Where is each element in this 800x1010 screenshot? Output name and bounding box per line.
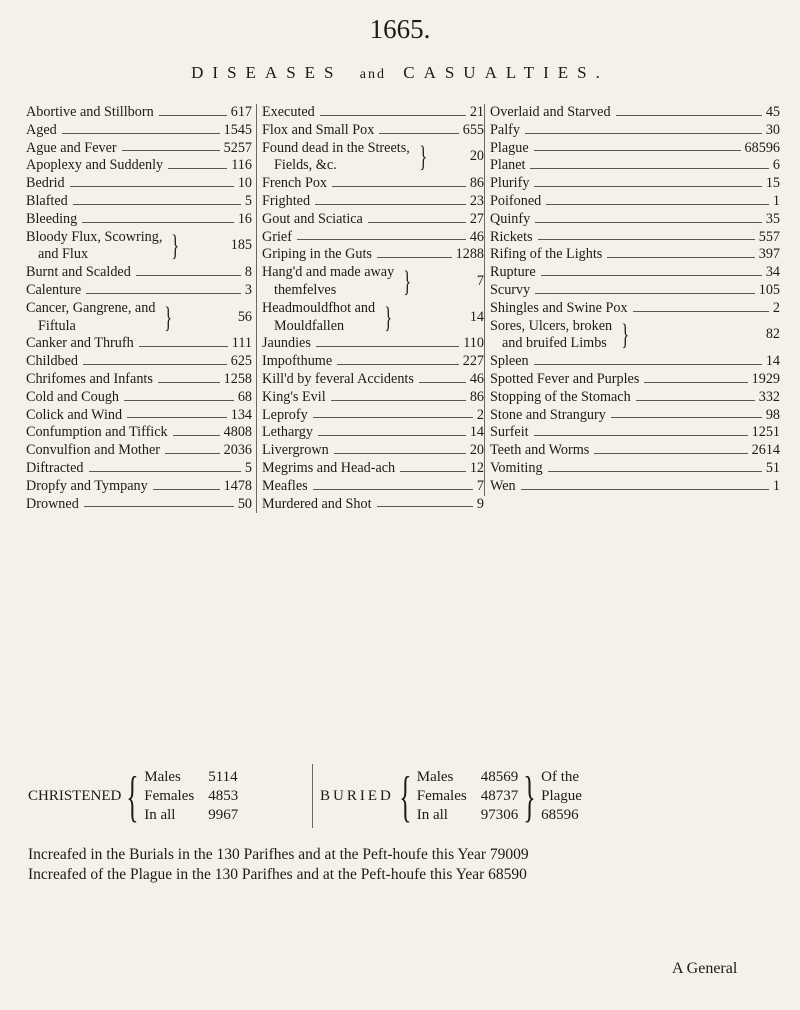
leader-rule bbox=[89, 471, 241, 472]
brace: } bbox=[419, 140, 427, 174]
entry-label: Burnt and Scalded bbox=[26, 264, 131, 281]
entry-label: Cold and Cough bbox=[26, 388, 120, 405]
entry-bleeding bbox=[26, 211, 252, 229]
entry-apoplexy-and-suddenly bbox=[26, 157, 252, 175]
leader-rule bbox=[636, 400, 755, 401]
entry-hang-d-and-made-away bbox=[262, 264, 484, 300]
entry-label: Meafles bbox=[262, 477, 308, 494]
entry-value: 98 bbox=[765, 406, 780, 423]
christened-label: CHRISTENED bbox=[28, 788, 122, 804]
entry-burnt-and-scalded bbox=[26, 264, 252, 282]
entry-value: 1 bbox=[772, 192, 780, 209]
entry-kill-d-by-feveral-accidents bbox=[262, 371, 484, 389]
entry-value: 1 bbox=[772, 477, 780, 494]
leader-rule bbox=[70, 186, 234, 187]
entry-value: 14 bbox=[469, 308, 484, 325]
leader-rule bbox=[616, 115, 762, 116]
page-heading bbox=[0, 63, 800, 83]
leader-rule bbox=[400, 471, 466, 472]
entry-value: 227 bbox=[462, 353, 484, 370]
entry-label: Surfeit bbox=[490, 424, 529, 441]
leader-rule bbox=[139, 346, 228, 347]
entry-label: Rickets bbox=[490, 228, 533, 245]
leader-rule bbox=[633, 311, 769, 312]
entry-value: 82 bbox=[765, 326, 780, 343]
entry-label: Stopping of the Stomach bbox=[490, 388, 631, 405]
buried-labels bbox=[417, 768, 467, 825]
entry-wen bbox=[490, 478, 780, 496]
entry-convulfion-and-mother bbox=[26, 442, 252, 460]
entry-label: Blafted bbox=[26, 192, 68, 209]
entry-canker-and-thrufh bbox=[26, 335, 252, 353]
entry-blafted bbox=[26, 193, 252, 211]
leader-rule bbox=[379, 133, 458, 134]
entry-value: 86 bbox=[469, 175, 484, 192]
entry-label: Jaundies bbox=[262, 335, 311, 352]
entry-bloody-flux-scowring bbox=[26, 229, 252, 265]
entry-value: 5257 bbox=[223, 139, 252, 156]
entry-value: 8 bbox=[244, 264, 252, 281]
entry-label: French Pox bbox=[262, 175, 328, 192]
entry-frighted bbox=[262, 193, 484, 211]
entry-label: Griping in the Guts bbox=[262, 246, 372, 263]
entry-label: Plurify bbox=[490, 175, 530, 192]
entry-value: 46 bbox=[469, 370, 484, 387]
entry-label-line: Headmouldfhot and bbox=[262, 299, 376, 316]
entry-rifing-of-the-lights bbox=[490, 246, 780, 264]
leader-rule bbox=[127, 417, 227, 418]
leader-rule bbox=[538, 239, 755, 240]
entry-poifoned bbox=[490, 193, 780, 211]
entry-palfy bbox=[490, 122, 780, 140]
entry-confumption-and-tiffick bbox=[26, 424, 252, 442]
entry-label: Vomiting bbox=[490, 459, 543, 476]
leader-rule bbox=[535, 222, 762, 223]
leader-rule bbox=[534, 364, 762, 365]
christened-values bbox=[208, 768, 238, 825]
leader-rule bbox=[611, 417, 762, 418]
leader-rule bbox=[368, 222, 466, 223]
entry-plague bbox=[490, 140, 780, 158]
entry-spotted-fever-and-purples bbox=[490, 371, 780, 389]
christened-females-label: Females bbox=[144, 788, 195, 804]
leader-rule bbox=[313, 417, 473, 418]
entry-planet bbox=[490, 157, 780, 175]
entry-value: 23 bbox=[469, 192, 484, 209]
brace: } bbox=[171, 229, 180, 263]
leader-rule bbox=[313, 489, 473, 490]
entry-label-line: and Flux bbox=[38, 246, 89, 263]
entry-label: Canker and Thrufh bbox=[26, 335, 134, 352]
entry-label: Rupture bbox=[490, 264, 536, 281]
entry-stopping-of-the-stomach bbox=[490, 389, 780, 407]
entry-quinfy bbox=[490, 211, 780, 229]
entry-jaundies bbox=[262, 335, 484, 353]
summary-line-1: Increafed in the Burials in the 130 Parifhes and at the Peft-houfe this Year 79009 bbox=[28, 846, 529, 863]
entry-shingles-and-swine-pox bbox=[490, 300, 780, 318]
entry-label: King's Evil bbox=[262, 388, 326, 405]
entry-label: Childbed bbox=[26, 353, 79, 370]
leader-rule bbox=[82, 222, 234, 223]
entry-overlaid-and-starved bbox=[490, 104, 780, 122]
entry-value: 617 bbox=[230, 104, 252, 120]
entry-value: 1929 bbox=[751, 370, 780, 387]
entry-label-line: Cancer, Gangrene, and bbox=[26, 299, 156, 316]
entry-surfeit bbox=[490, 424, 780, 442]
buried-brace: { bbox=[399, 765, 412, 828]
entry-murdered-and-shot bbox=[262, 496, 484, 514]
entry-value: 68596 bbox=[744, 139, 780, 156]
entry-value: 2036 bbox=[223, 442, 252, 459]
entry-label-lines bbox=[26, 300, 155, 336]
entry-scurvy bbox=[490, 282, 780, 300]
leader-rule bbox=[541, 275, 762, 276]
entry-megrims-and-head-ach bbox=[262, 460, 484, 478]
leader-rule bbox=[122, 150, 220, 151]
entry-label: Shingles and Swine Pox bbox=[490, 299, 628, 316]
buried-values bbox=[481, 768, 519, 825]
leader-rule bbox=[297, 239, 466, 240]
entry-label: Megrims and Head-ach bbox=[262, 459, 396, 476]
entry-label: Convulfion and Mother bbox=[26, 442, 160, 459]
buried-all-value: 97306 bbox=[480, 807, 519, 823]
brace: } bbox=[403, 264, 412, 298]
buried-males-value: 48569 bbox=[480, 769, 519, 785]
entry-value: 50 bbox=[237, 495, 252, 512]
entry-label: Scurvy bbox=[490, 281, 531, 298]
christened-block bbox=[28, 765, 239, 828]
leader-rule bbox=[332, 186, 466, 187]
entry-value: 397 bbox=[758, 246, 780, 263]
entry-value: 134 bbox=[230, 406, 252, 423]
entry-label: Flox and Small Pox bbox=[262, 121, 375, 138]
entry-label: Diftracted bbox=[26, 459, 84, 476]
entry-value: 5 bbox=[244, 192, 252, 209]
entry-label: Livergrown bbox=[262, 442, 329, 459]
leader-rule bbox=[377, 257, 452, 258]
entry-bedrid bbox=[26, 175, 252, 193]
entry-value: 86 bbox=[469, 388, 484, 405]
leader-rule bbox=[124, 400, 234, 401]
leader-rule bbox=[315, 204, 466, 205]
entry-value: 185 bbox=[230, 237, 252, 254]
entry-label-line: Bloody Flux, Scowring, bbox=[26, 228, 163, 245]
entry-label-line: Found dead in the Streets, bbox=[262, 139, 410, 156]
entry-plurify bbox=[490, 175, 780, 193]
entry-value: 111 bbox=[231, 335, 252, 352]
entry-value: 7 bbox=[476, 273, 484, 290]
heading-casualties: CASUALTIES. bbox=[403, 63, 609, 82]
entry-value: 5 bbox=[244, 459, 252, 476]
entry-value: 3 bbox=[244, 281, 252, 298]
leader-rule bbox=[535, 293, 755, 294]
entry-value: 46 bbox=[469, 228, 484, 245]
entry-value: 20 bbox=[469, 148, 484, 165]
entry-label: Calenture bbox=[26, 281, 82, 298]
entry-label: Bedrid bbox=[26, 175, 65, 192]
entry-value: 2 bbox=[772, 299, 780, 316]
entry-cold-and-cough bbox=[26, 389, 252, 407]
entry-value: 4808 bbox=[223, 424, 252, 441]
entry-label: Wen bbox=[490, 477, 516, 494]
entry-label-lines bbox=[262, 140, 410, 176]
entry-value: 1251 bbox=[751, 424, 780, 441]
entry-value: 20 bbox=[469, 442, 484, 459]
entry-grief bbox=[262, 229, 484, 247]
leader-rule bbox=[136, 275, 241, 276]
entry-value: 1545 bbox=[223, 121, 252, 138]
entry-value: 10 bbox=[237, 175, 252, 192]
entry-spleen bbox=[490, 353, 780, 371]
buried-females-value: 48737 bbox=[480, 788, 519, 804]
entry-chrifomes-and-infants bbox=[26, 371, 252, 389]
entry-label: Confumption and Tiffick bbox=[26, 424, 168, 441]
entry-value: 14 bbox=[469, 424, 484, 441]
entry-value: 16 bbox=[237, 210, 252, 227]
entry-value: 51 bbox=[765, 459, 780, 476]
entry-value: 68 bbox=[237, 388, 252, 405]
leader-rule bbox=[316, 346, 459, 347]
entry-label-line: Fiftula bbox=[38, 317, 76, 334]
buried-block bbox=[320, 765, 582, 828]
brace: } bbox=[621, 318, 630, 352]
page-year: 1665. bbox=[369, 14, 431, 44]
entry-childbed bbox=[26, 353, 252, 371]
entry-impofthume bbox=[262, 353, 484, 371]
brace: } bbox=[384, 300, 393, 334]
entry-value: 332 bbox=[758, 388, 780, 405]
christened-females-value: 4853 bbox=[208, 788, 239, 804]
christened-all-value: 9967 bbox=[208, 807, 239, 823]
totals-divider bbox=[312, 764, 313, 828]
buried-females-label: Females bbox=[416, 788, 467, 804]
leader-rule bbox=[168, 168, 227, 169]
entry-label: Grief bbox=[262, 228, 292, 245]
plague-note: Of the Plague 68596 bbox=[541, 769, 582, 823]
leader-rule bbox=[534, 150, 741, 151]
entry-cancer-gangrene-and bbox=[26, 300, 252, 336]
leader-rule bbox=[153, 489, 220, 490]
entry-colick-and-wind bbox=[26, 407, 252, 425]
entry-label: Impofthume bbox=[262, 353, 333, 370]
entry-gout-and-sciatica bbox=[262, 211, 484, 229]
entry-value: 1288 bbox=[455, 246, 484, 263]
casualties-column-1 bbox=[26, 104, 252, 513]
entry-calenture bbox=[26, 282, 252, 300]
entry-label: Rifing of the Lights bbox=[490, 246, 603, 263]
entry-label: Abortive and Stillborn bbox=[26, 104, 154, 120]
buried-closing-brace: } bbox=[523, 765, 536, 828]
entry-value: 1478 bbox=[223, 477, 252, 494]
entry-label: Planet bbox=[490, 157, 526, 174]
entry-value: 2 bbox=[476, 406, 484, 423]
leader-rule bbox=[548, 471, 762, 472]
leader-rule bbox=[546, 204, 769, 205]
summary-line-2: Increafed of the Plague in the 130 Parifhes and at the Peft-houfe this Year 68590 bbox=[28, 866, 527, 883]
entry-value: 116 bbox=[231, 157, 252, 174]
entry-label: Apoplexy and Suddenly bbox=[26, 157, 164, 174]
leader-rule bbox=[607, 257, 754, 258]
entry-lethargy bbox=[262, 424, 484, 442]
entry-label: Palfy bbox=[490, 121, 520, 138]
christened-males-label: Males bbox=[144, 769, 181, 785]
entry-value: 27 bbox=[469, 210, 484, 227]
entry-label-line: and bruifed Limbs bbox=[502, 335, 607, 352]
entry-label-line: Hang'd and made away bbox=[262, 264, 395, 281]
entry-label: Poifoned bbox=[490, 192, 542, 209]
entry-executed bbox=[262, 104, 484, 122]
leader-rule bbox=[534, 435, 748, 436]
entry-value: 30 bbox=[765, 121, 780, 138]
entry-value: 105 bbox=[758, 281, 780, 298]
leader-rule bbox=[337, 364, 459, 365]
entry-stone-and-strangury bbox=[490, 407, 780, 425]
entry-label: Stone and Strangury bbox=[490, 406, 606, 423]
entry-value: 7 bbox=[476, 477, 484, 494]
entry-aged bbox=[26, 122, 252, 140]
entry-value: 35 bbox=[765, 210, 780, 227]
entry-label-lines bbox=[26, 229, 162, 265]
entry-value: 625 bbox=[230, 353, 252, 370]
entry-label: Ague and Fever bbox=[26, 139, 117, 156]
christened-all-label: In all bbox=[144, 807, 176, 823]
entry-label: Spleen bbox=[490, 353, 529, 370]
leader-rule bbox=[530, 168, 768, 169]
entry-rupture bbox=[490, 264, 780, 282]
leader-rule bbox=[159, 115, 227, 116]
leader-rule bbox=[165, 453, 220, 454]
entry-leprofy bbox=[262, 407, 484, 425]
entry-label-line: Fields, &c. bbox=[274, 157, 337, 174]
entry-label: Executed bbox=[262, 104, 315, 120]
entry-label-line: Sores, Ulcers, broken bbox=[490, 317, 613, 334]
entry-value: 45 bbox=[765, 104, 780, 120]
entry-value: 6 bbox=[772, 157, 780, 174]
entry-label: Teeth and Worms bbox=[490, 442, 590, 459]
heading-diseases: DISEASES bbox=[191, 63, 343, 82]
leader-rule bbox=[73, 204, 241, 205]
entry-value: 9 bbox=[476, 495, 484, 512]
entry-label: Aged bbox=[26, 121, 57, 138]
leader-rule bbox=[83, 364, 227, 365]
entry-drowned bbox=[26, 496, 252, 514]
entry-flox-and-small-pox bbox=[262, 122, 484, 140]
christened-males-value: 5114 bbox=[208, 769, 238, 785]
entry-label-line: Mouldfallen bbox=[274, 317, 345, 334]
brace: } bbox=[164, 300, 173, 334]
entry-label: Overlaid and Starved bbox=[490, 104, 611, 120]
leader-rule bbox=[84, 506, 234, 507]
entry-ague-and-fever bbox=[26, 140, 252, 158]
leader-rule bbox=[318, 435, 466, 436]
buried-label: BURIED bbox=[320, 788, 394, 804]
entry-label: Gout and Sciatica bbox=[262, 210, 363, 227]
entry-headmouldfhot-and bbox=[262, 300, 484, 336]
entry-label: Frighted bbox=[262, 192, 311, 209]
entry-label-lines bbox=[490, 318, 612, 354]
entry-label: Kill'd by feveral Accidents bbox=[262, 370, 414, 387]
entry-meafles bbox=[262, 478, 484, 496]
leader-rule bbox=[644, 382, 747, 383]
entry-value: 1258 bbox=[223, 370, 252, 387]
entry-king-s-evil bbox=[262, 389, 484, 407]
entry-label: Spotted Fever and Purples bbox=[490, 370, 640, 387]
entry-french-pox bbox=[262, 175, 484, 193]
casualties-column-2 bbox=[256, 104, 484, 513]
leader-rule bbox=[86, 293, 241, 294]
entry-label: Lethargy bbox=[262, 424, 313, 441]
entry-diftracted bbox=[26, 460, 252, 478]
entry-griping-in-the-guts bbox=[262, 246, 484, 264]
leader-rule bbox=[525, 133, 762, 134]
christened-labels bbox=[144, 768, 194, 825]
leader-rule bbox=[158, 382, 220, 383]
leader-rule bbox=[534, 186, 761, 187]
christened-brace: { bbox=[126, 765, 139, 828]
entry-dropfy-and-tympany bbox=[26, 478, 252, 496]
entry-value: 110 bbox=[463, 335, 484, 352]
entry-value: 557 bbox=[758, 228, 780, 245]
leader-rule bbox=[320, 115, 466, 116]
entry-label: Chrifomes and Infants bbox=[26, 370, 153, 387]
leader-rule bbox=[377, 506, 473, 507]
buried-males-label: Males bbox=[416, 769, 454, 785]
entry-value: 12 bbox=[469, 459, 484, 476]
entry-teeth-and-worms bbox=[490, 442, 780, 460]
entry-found-dead-in-the-streets bbox=[262, 140, 484, 176]
heading-and: and bbox=[359, 67, 386, 82]
entry-livergrown bbox=[262, 442, 484, 460]
leader-rule bbox=[331, 400, 466, 401]
entry-value: 34 bbox=[765, 264, 780, 281]
entry-rickets bbox=[490, 229, 780, 247]
entry-value: 15 bbox=[765, 175, 780, 192]
entry-label: Dropfy and Tympany bbox=[26, 477, 148, 494]
entry-label: Colick and Wind bbox=[26, 406, 123, 423]
entry-label: Murdered and Shot bbox=[262, 495, 372, 512]
entry-value: 655 bbox=[462, 121, 484, 138]
entry-label: Bleeding bbox=[26, 210, 78, 227]
leader-rule bbox=[334, 453, 466, 454]
entry-value: 56 bbox=[237, 308, 252, 325]
entry-label-lines bbox=[262, 300, 375, 336]
leader-rule bbox=[594, 453, 747, 454]
entry-label-lines bbox=[262, 264, 394, 300]
buried-all-label: In all bbox=[416, 807, 448, 823]
entry-sores-ulcers-broken bbox=[490, 318, 780, 354]
leader-rule bbox=[173, 435, 220, 436]
entry-label: Leprofy bbox=[262, 406, 308, 423]
entry-label: Quinfy bbox=[490, 210, 531, 227]
entry-vomiting bbox=[490, 460, 780, 478]
entry-label-line: themfelves bbox=[274, 281, 337, 298]
entry-value: 21 bbox=[469, 104, 484, 120]
entry-value: 14 bbox=[765, 353, 780, 370]
entry-value: 2614 bbox=[751, 442, 780, 459]
catchword: A General bbox=[672, 960, 738, 977]
entry-abortive-and-stillborn bbox=[26, 104, 252, 122]
leader-rule bbox=[62, 133, 220, 134]
leader-rule bbox=[521, 489, 769, 490]
leader-rule bbox=[419, 382, 466, 383]
entry-label: Plague bbox=[490, 139, 529, 156]
casualties-column-3 bbox=[484, 104, 780, 496]
entry-label: Drowned bbox=[26, 495, 79, 512]
